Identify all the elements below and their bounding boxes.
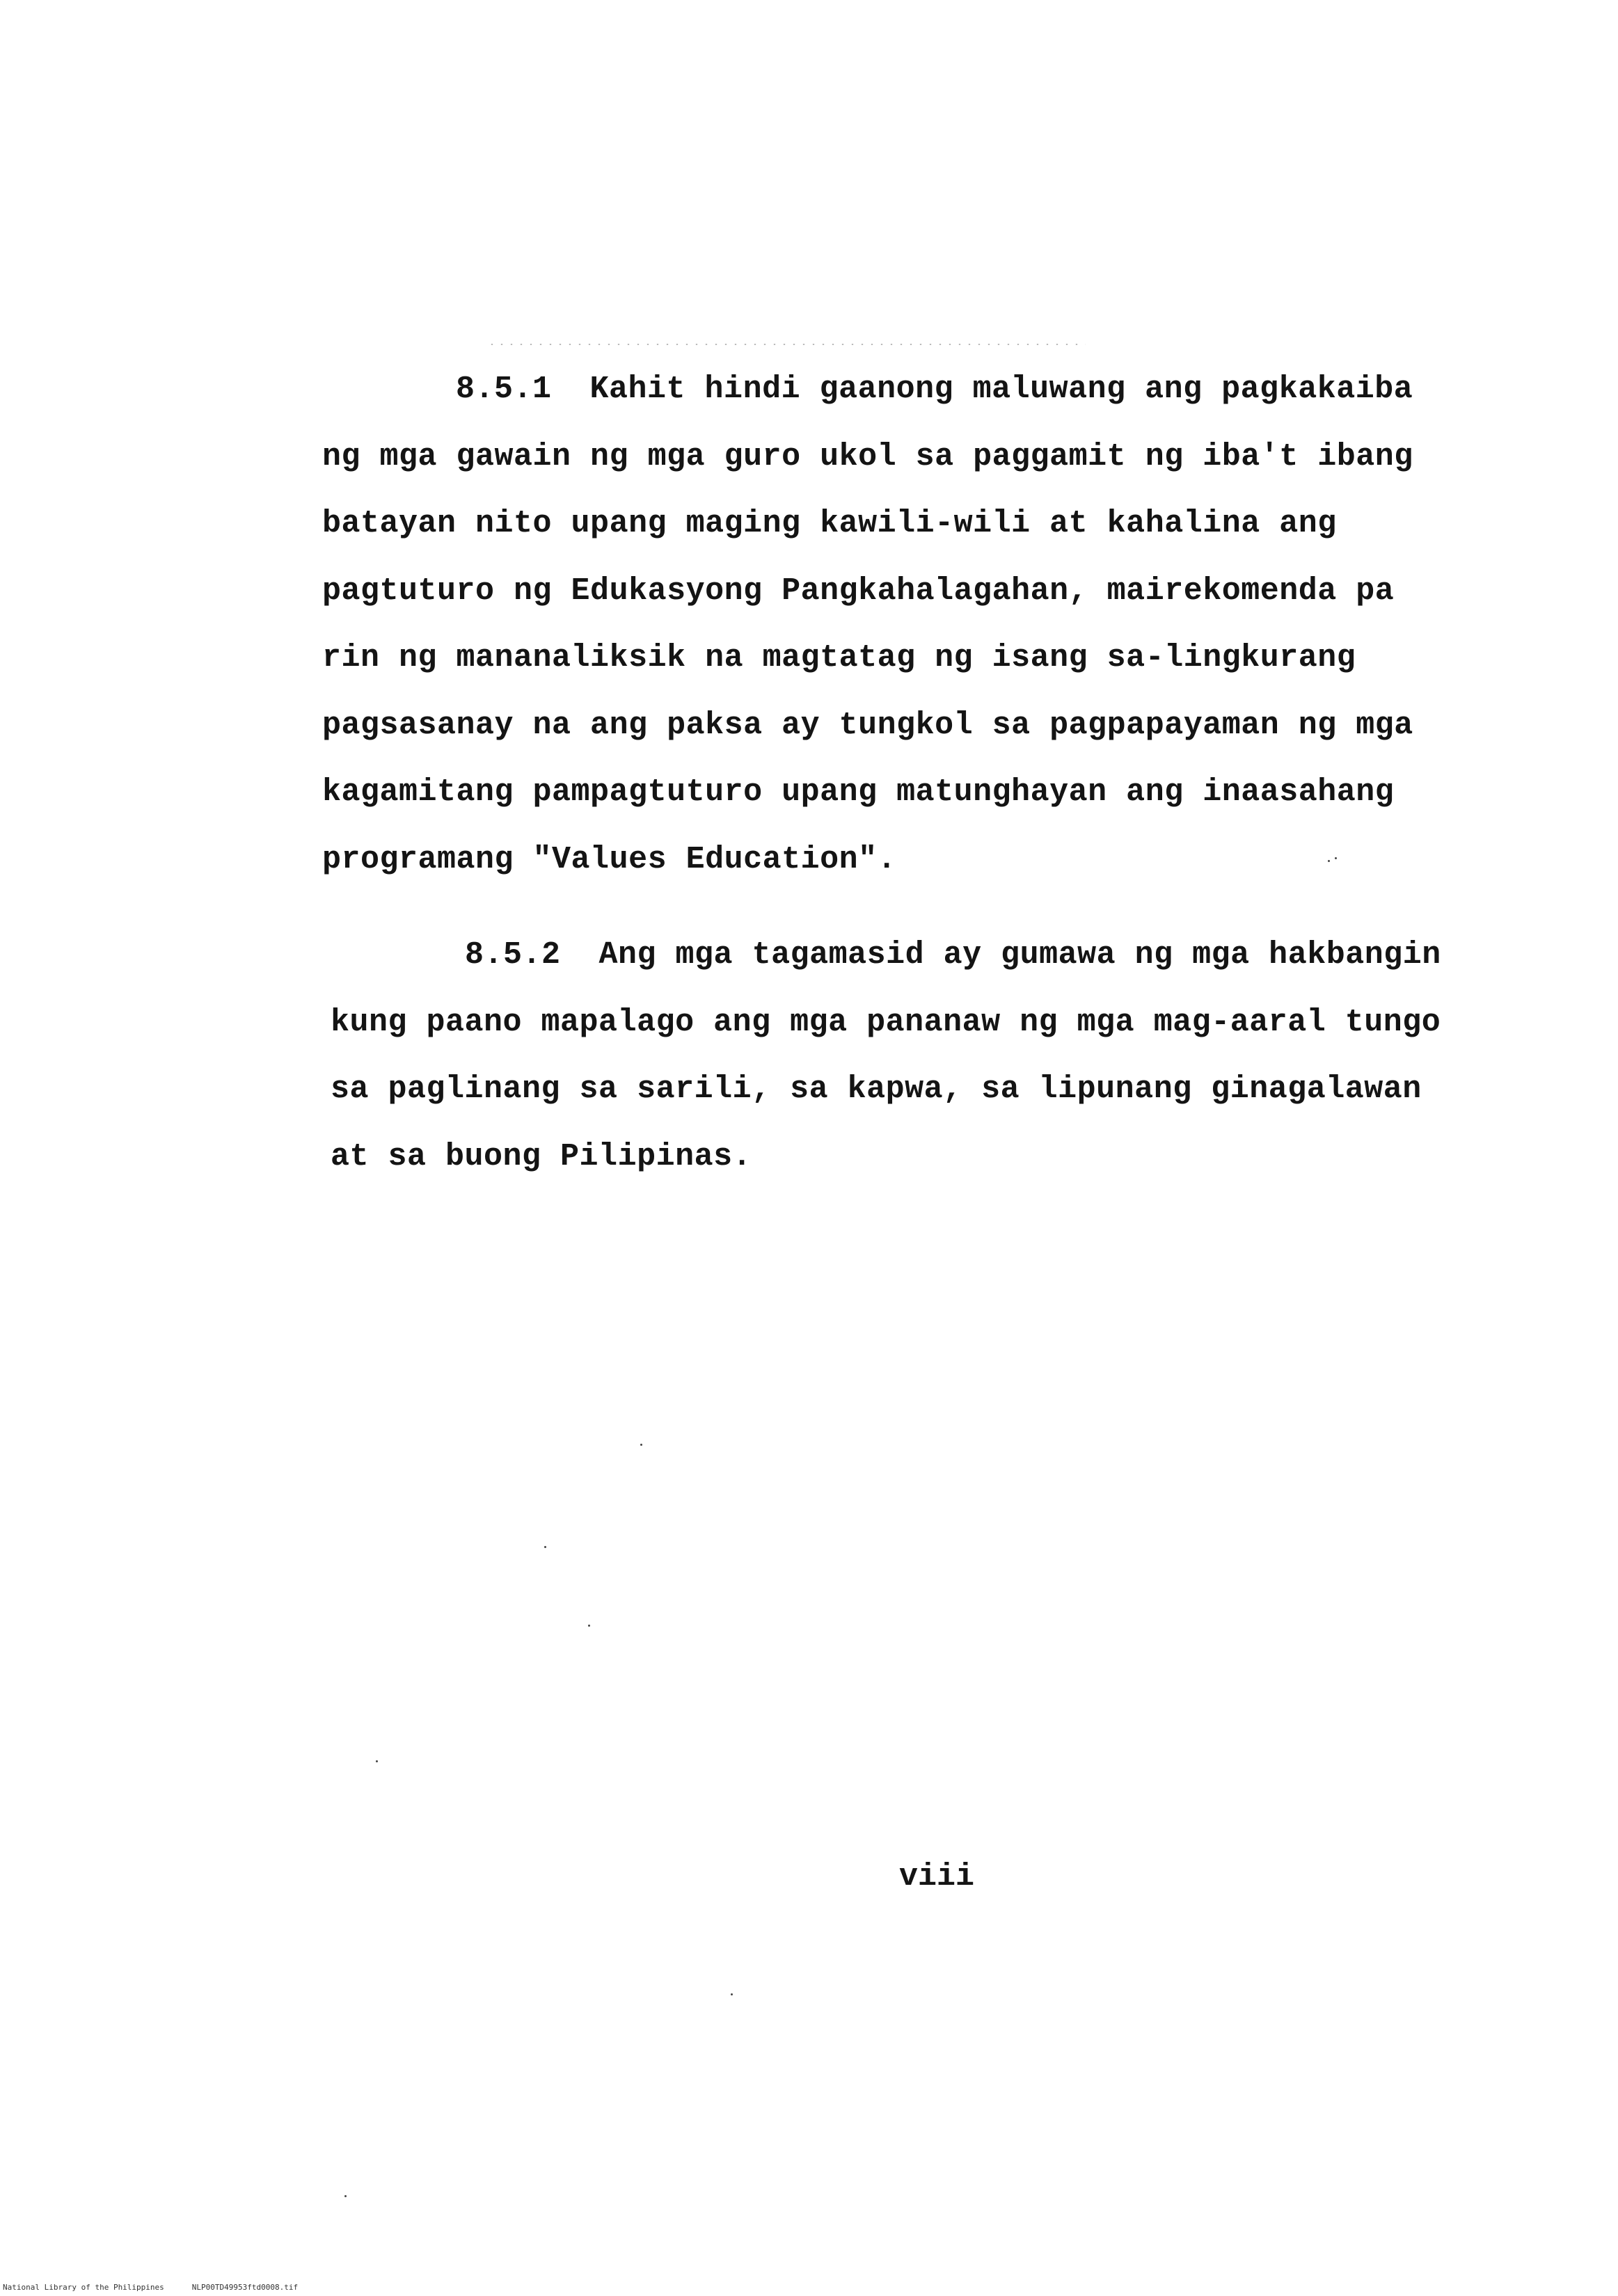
scan-artifact-dots xyxy=(487,344,1086,345)
paragraph-line: ng mga gawain ng mga guro ukol sa paggamit ng iba't ibang xyxy=(322,439,1413,475)
scan-speck xyxy=(1328,860,1330,862)
paragraph-line: programang "Values Education". xyxy=(322,842,897,877)
paragraph-line: kung paano mapalago ang mga pananaw ng mga mag-aaral tungo xyxy=(331,1005,1441,1040)
paragraph-line: pagsasanay na ang paksa ay tungkol sa pagpapayaman ng mga xyxy=(322,708,1413,743)
scan-speck xyxy=(544,1546,546,1548)
footer-file: NLP00TD49953ftd0008.tif xyxy=(191,2283,299,2292)
footer-library: National Library of the Philippines xyxy=(3,2283,164,2292)
paragraph-line: 8.5.2 Ang mga tagamasid ay gumawa ng mga hakbangin xyxy=(465,937,1441,973)
scan-speck xyxy=(376,1760,378,1762)
paragraph-line: at sa buong Pilipinas. xyxy=(331,1139,752,1174)
page-number: viii xyxy=(899,1859,975,1895)
paragraph-line: sa paglinang sa sarili, sa kapwa, sa lipunang ginagalawan xyxy=(331,1071,1422,1107)
paragraph-line: batayan nito upang maging kawili-wili at kahalina ang xyxy=(322,506,1337,541)
paragraph-line: rin ng mananaliksik na magtatag ng isang sa-lingkurang xyxy=(322,640,1356,676)
paragraph-line: 8.5.1 Kahit hindi gaanong maluwang ang pagkakaiba xyxy=(456,372,1413,407)
scan-speck xyxy=(731,1993,733,1995)
scan-speck xyxy=(344,2195,347,2197)
scan-speck xyxy=(588,1625,590,1627)
paragraph-line: pagtuturo ng Edukasyong Pangkahalagahan, mairekomenda pa xyxy=(322,573,1395,609)
scan-speck xyxy=(1335,857,1337,859)
paragraph-line: kagamitang pampagtuturo upang matunghayan ang inaasahang xyxy=(322,774,1395,810)
scan-footer xyxy=(3,2283,326,2292)
scan-speck xyxy=(640,1444,642,1446)
